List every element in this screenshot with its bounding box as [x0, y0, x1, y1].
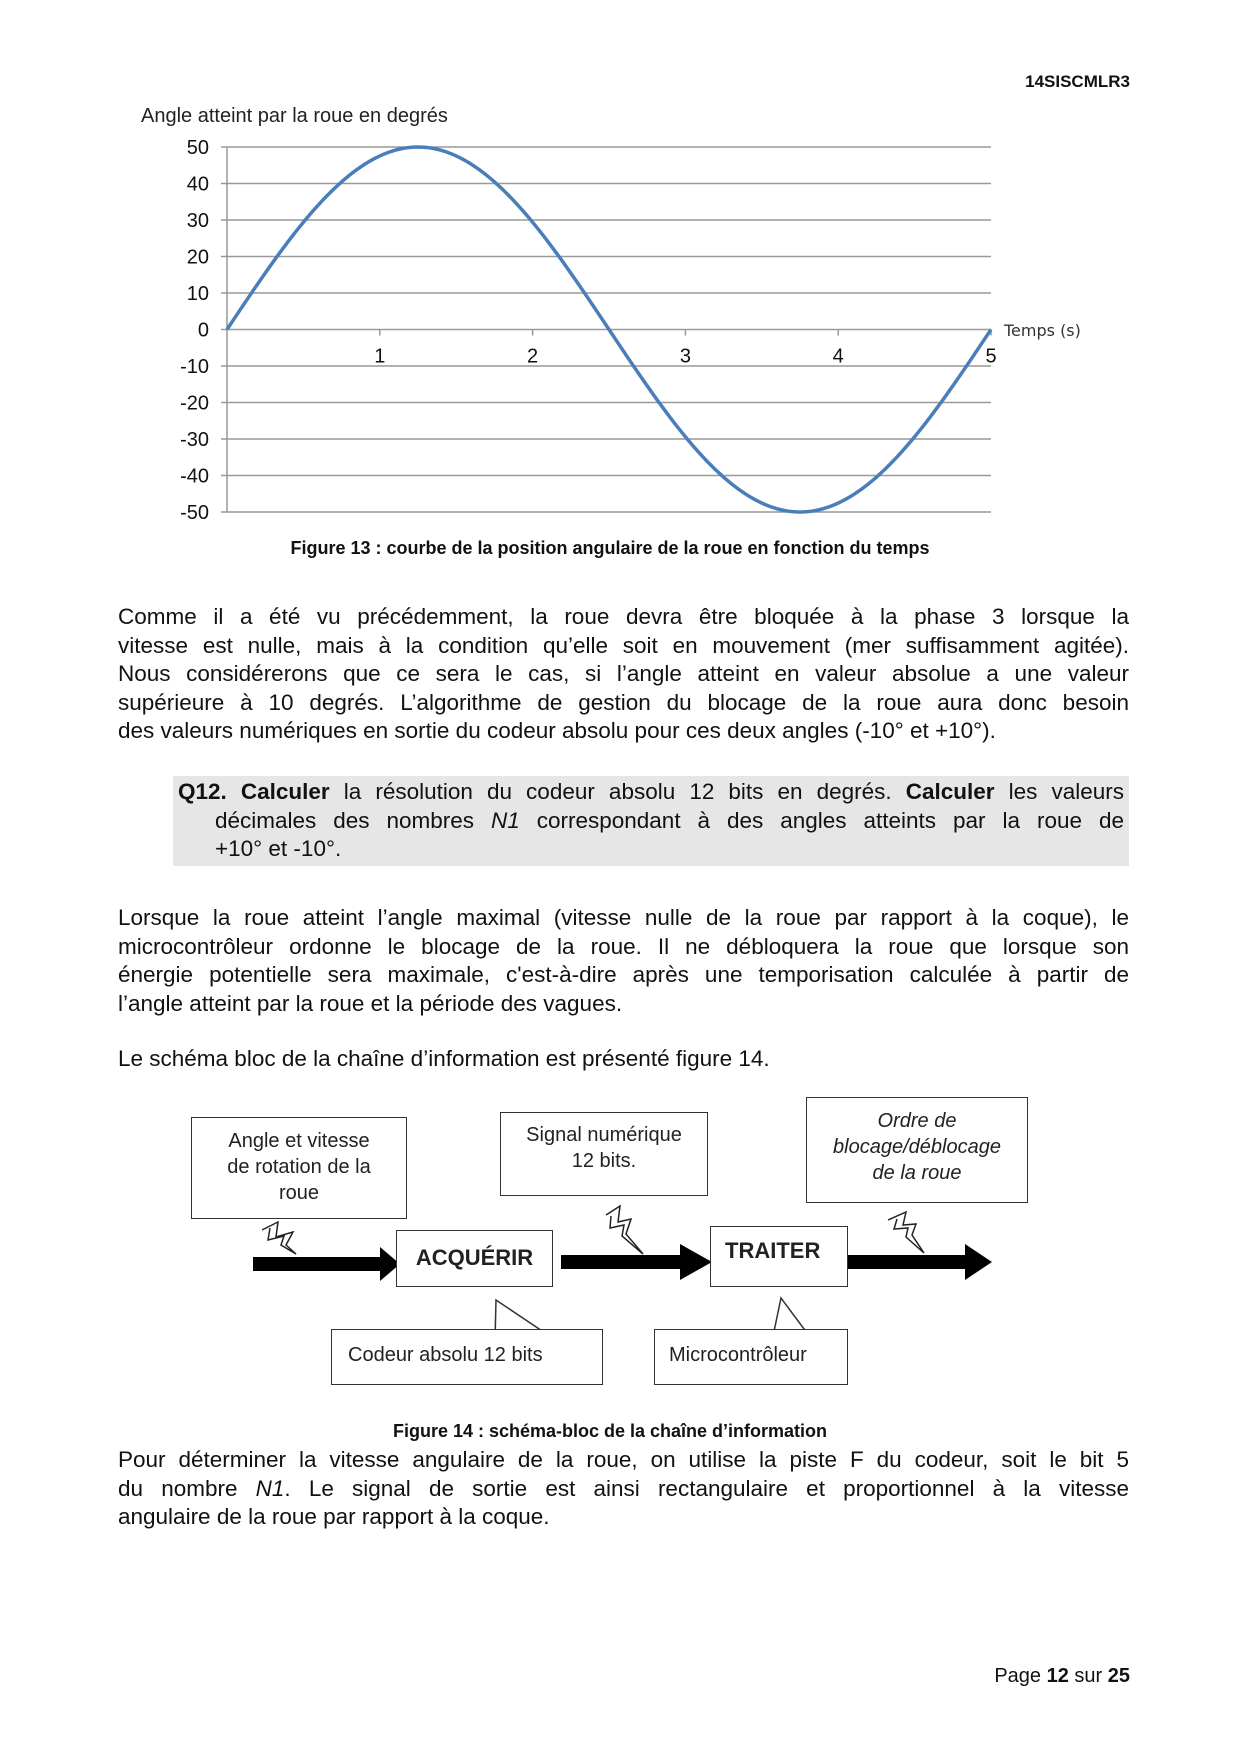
question-verb: Calculer — [905, 779, 995, 804]
x-tick-label: 2 — [527, 345, 539, 368]
paragraph-figure-ref: Le schéma bloc de la chaîne d’information est présenté figure 14. — [118, 1046, 770, 1071]
text-line: Nous considérerons que ce sera le cas, si l’angle atteint en valeur absolue a une valeur — [118, 661, 1129, 687]
x-tick-label: 3 — [679, 345, 691, 368]
block-acquerir: ACQUÉRIR — [396, 1230, 553, 1287]
total-pages: 25 — [1107, 1665, 1130, 1687]
question-number: Q12. — [178, 779, 227, 804]
document-id: 14SISCMLR3 — [1025, 72, 1130, 91]
arrow-input — [253, 1247, 400, 1281]
y-tick-label: 10 — [186, 283, 209, 305]
signal-label-box — [500, 1112, 708, 1196]
figure-13-caption: Figure 13 : courbe de la position angulaire de la roue en fonction du temps — [290, 538, 930, 558]
text-fragment: . Le signal de sortie est ainsi rectangulaire et proportionnel à la vitesse — [284, 1475, 1129, 1501]
component-microcontroller: Microcontrôleur — [654, 1329, 848, 1385]
y-tick-label: -10 — [180, 356, 209, 378]
text-line: vitesse est nulle, mais à la condition qu’elle soit en mouvement (mer suffisamment agitée). — [118, 632, 1129, 658]
page-prefix: Page — [994, 1665, 1047, 1687]
question-verb: Calculer — [240, 779, 330, 804]
question-line — [178, 778, 1124, 807]
label-line: blocage/déblocage — [833, 1136, 1001, 1158]
paragraph-blocking — [118, 904, 1129, 1018]
lightning-icon — [888, 1212, 924, 1253]
figure-14-caption: Figure 14 : schéma-bloc de la chaîne d’information — [392, 1421, 828, 1441]
y-tick-label: 40 — [186, 173, 209, 196]
y-tick-label: 20 — [186, 246, 209, 269]
label-line: Ordre de — [877, 1110, 957, 1132]
component-encoder: Codeur absolu 12 bits — [331, 1329, 603, 1385]
label-line: de rotation de la — [227, 1156, 371, 1178]
variable-n1: N1 — [255, 1475, 285, 1501]
text-line — [118, 1475, 1129, 1504]
label-line: 12 bits. — [571, 1150, 637, 1172]
paragraph-intro — [118, 603, 1129, 746]
y-tick-label: -20 — [180, 392, 209, 415]
text-line: énergie potentielle sera maximale, c'est-à-dire après une temporisation calculée à partir de — [118, 962, 1129, 988]
variable-n1: N1 — [491, 807, 520, 833]
text-line: Lorsque la roue atteint l’angle maximal (vitesse nulle de la roue par rapport à la coque), le — [118, 905, 1129, 930]
y-tick-label: -50 — [180, 502, 209, 524]
label-line: Signal numérique — [526, 1124, 682, 1146]
x-tick-label: 4 — [832, 345, 844, 368]
input-label-box — [191, 1117, 407, 1219]
y-tick-label: -40 — [180, 465, 209, 488]
text-line: microcontrôleur ordonne le blocage de la roue. Il ne débloquera la roue que lorsque son — [118, 933, 1129, 959]
text-line: des valeurs numériques en sortie du codeur absolu pour ces deux angles (-10° et +10°). — [118, 718, 996, 744]
lightning-icon — [262, 1222, 296, 1254]
y-axis-label: Angle atteint par la roue en degrés — [141, 105, 448, 127]
page-number — [900, 1665, 1130, 1688]
block-traiter: TRAITER — [710, 1226, 848, 1287]
x-tick-label: 5 — [985, 345, 997, 368]
label-line: de la roue — [872, 1162, 962, 1184]
x-axis-label: Temps (s) — [1004, 321, 1081, 340]
text-line: l’angle atteint par la roue et la période des vagues. — [118, 990, 623, 1016]
y-tick-label: -30 — [180, 429, 209, 451]
question-line: +10° et -10°. — [215, 836, 342, 862]
output-label-box — [806, 1097, 1028, 1203]
paragraph-speed — [118, 1446, 1129, 1532]
text-fragment: du nombre — [118, 1475, 256, 1501]
y-tick-label: 50 — [186, 137, 209, 159]
lightning-icon — [606, 1206, 643, 1254]
question-line — [178, 807, 1124, 836]
text-line: angulaire de la roue par rapport à la coque. — [118, 1504, 550, 1530]
x-tick-label: 1 — [374, 345, 386, 368]
label-line: roue — [278, 1182, 320, 1204]
text-line: Pour déterminer la vitesse angulaire de la roue, on utilise la piste F du codeur, soit le bit 5 — [118, 1447, 1129, 1472]
text-line: supérieure à 10 degrés. L’algorithme de gestion du blocage de la roue aura donc besoin — [118, 689, 1129, 715]
question-text: les valeurs — [994, 779, 1124, 804]
current-page: 12 — [1046, 1665, 1069, 1687]
y-tick-label: 30 — [186, 210, 209, 232]
page-sep: sur — [1068, 1665, 1108, 1687]
text-line: Comme il a été vu précédemment, la roue devra être bloquée à la phase 3 lorsque la — [118, 604, 1129, 629]
y-tick-label: 0 — [197, 319, 209, 342]
label-line: Angle et vitesse — [228, 1130, 370, 1152]
question-text: la résolution du codeur absolu 12 bits en degrés. — [329, 779, 906, 804]
angle-time-chart — [0, 0, 1240, 560]
question-text: correspondant à des angles atteints par la roue de — [519, 807, 1124, 833]
question-text: décimales des nombres — [215, 807, 491, 833]
question-q12 — [178, 778, 1124, 864]
